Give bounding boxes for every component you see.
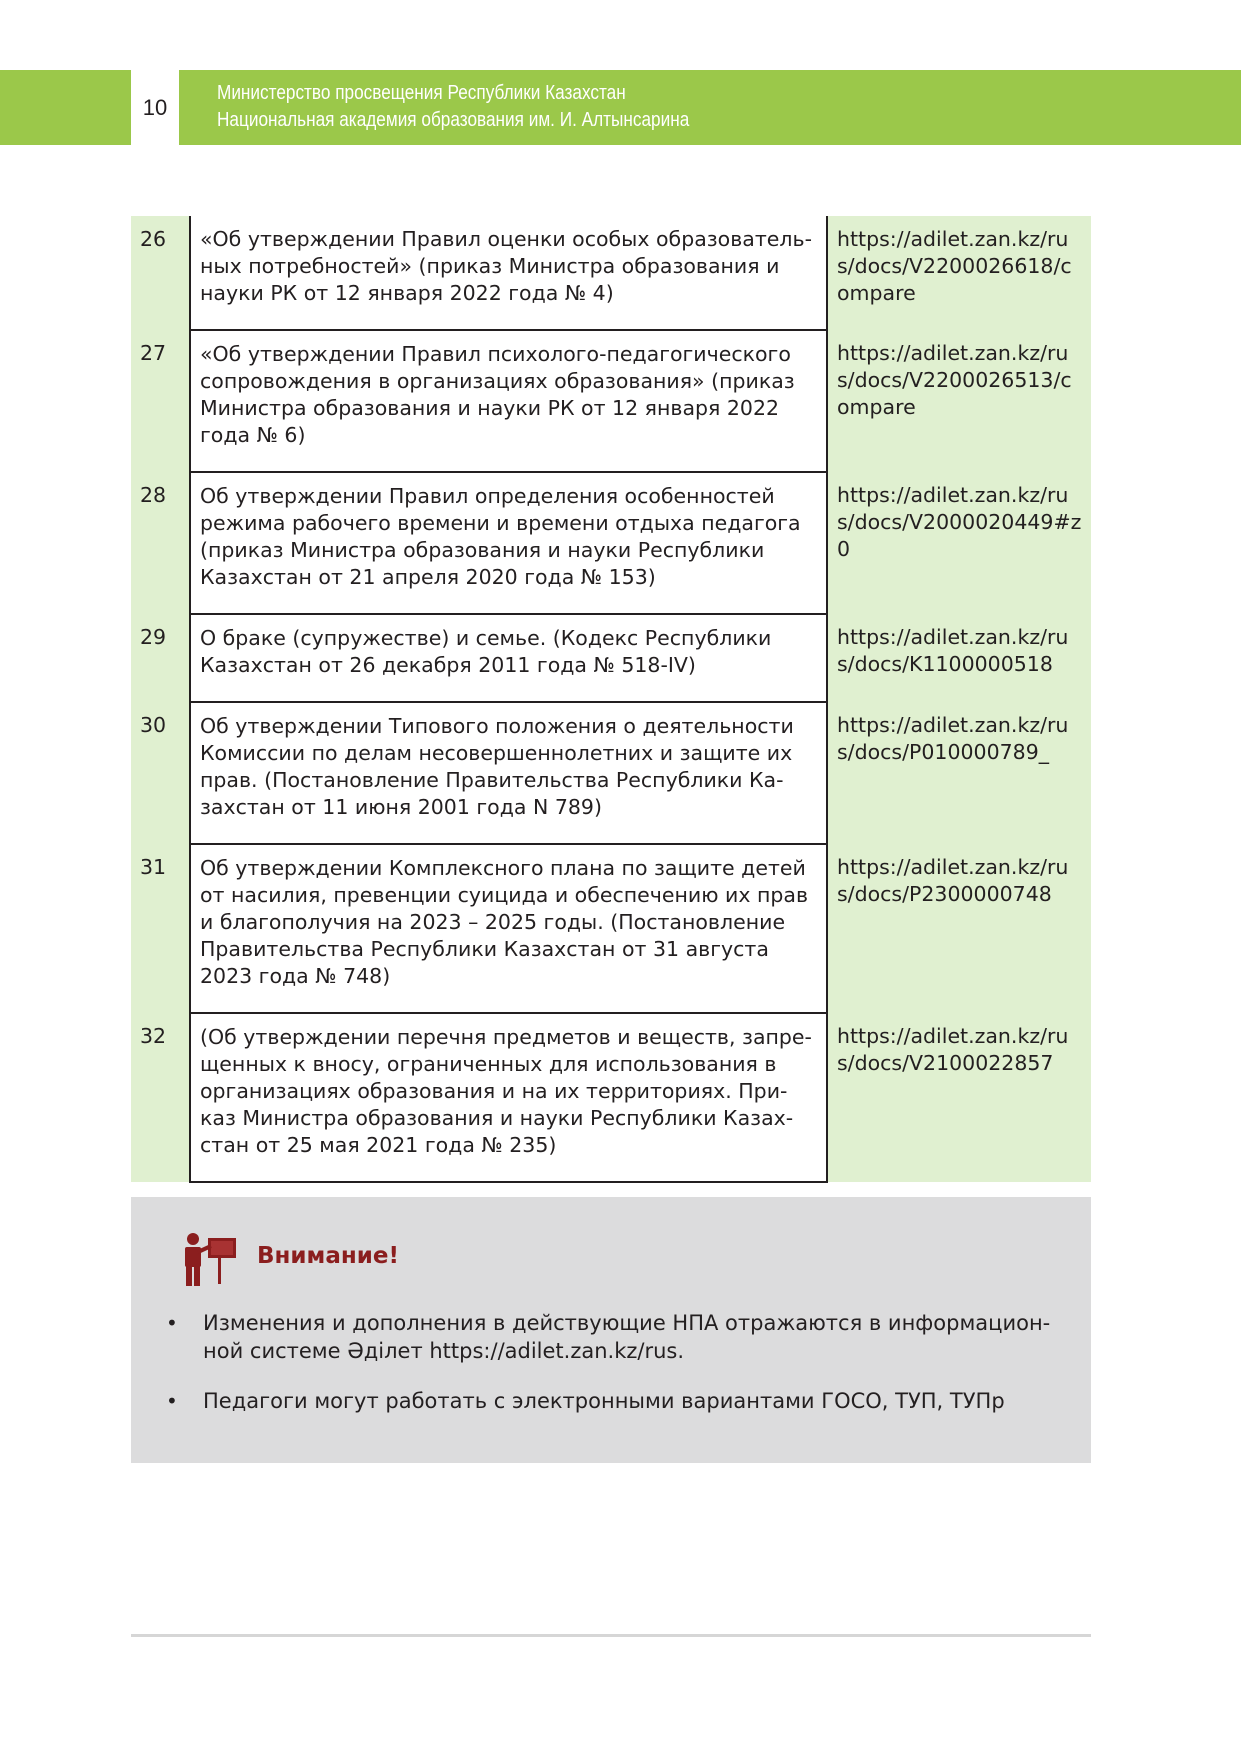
document-link[interactable]: https://adilet.zan.kz/rus/docs/V2100022857 xyxy=(827,1013,1091,1182)
table-row xyxy=(131,1013,1091,1182)
teacher-presentation-icon xyxy=(178,1230,240,1288)
row-number: 30 xyxy=(131,702,190,844)
document-title: «Об утверждении Правил психолого-педагогического сопровождения в организациях образования» (приказ Министра образования и науки РК от 12 января 2022 года № 6) xyxy=(190,330,827,472)
header-ministry: Министерство просвещения Республики Казахстан xyxy=(217,82,626,104)
document-title: Об утверждении Правил определения особенностей режима рабочего времени и времени отдыха педагога (приказ Министра образования и науки Республики Казахстан от 21 апреля 2020 года № 153) xyxy=(190,472,827,614)
row-number: 26 xyxy=(131,216,190,330)
header-band-left xyxy=(0,70,131,145)
header-academy: Национальная академия образования им. И. Алтынсарина xyxy=(217,109,690,131)
row-number: 28 xyxy=(131,472,190,614)
list-item xyxy=(166,1387,1066,1415)
table-row xyxy=(131,216,1091,330)
page-number: 10 xyxy=(142,95,168,120)
header-text xyxy=(217,80,689,134)
document-link[interactable]: https://adilet.zan.kz/rus/docs/P010000789_ xyxy=(827,702,1091,844)
table-row xyxy=(131,614,1091,702)
row-number: 29 xyxy=(131,614,190,702)
document-title: О браке (супружестве) и семье. (Кодекс Республики Казахстан от 26 декабря 2011 года № 518-IV) xyxy=(190,614,827,702)
attention-list xyxy=(166,1309,1066,1437)
document-link[interactable]: https://adilet.zan.kz/rus/docs/P2300000748 xyxy=(827,844,1091,1013)
table-row xyxy=(131,472,1091,614)
documents-table xyxy=(131,216,1091,1183)
document-title: Об утверждении Типового положения о деятельности Комиссии по делам несовершеннолетних и защите их прав. (Постановление Правительства Республики Ка-захстан от 11 июня 2001 года N 789) xyxy=(190,702,827,844)
document-link[interactable]: https://adilet.zan.kz/rus/docs/V2200026618/compare xyxy=(827,216,1091,330)
document-link[interactable]: https://adilet.zan.kz/rus/docs/K1100000518 xyxy=(827,614,1091,702)
document-link[interactable]: https://adilet.zan.kz/rus/docs/V2200026513/compare xyxy=(827,330,1091,472)
table-row xyxy=(131,702,1091,844)
table-row xyxy=(131,844,1091,1013)
document-title: Об утверждении Комплексного плана по защите детей от насилия, превенции суицида и обеспечению их прав и благополучия на 2023 – 2025 годы. (Постановление Правительства Республики Казахстан от 31 августа 2023 года № 748) xyxy=(190,844,827,1013)
list-item xyxy=(166,1309,1066,1365)
document-link[interactable]: https://adilet.zan.kz/rus/docs/V2000020449#z0 xyxy=(827,472,1091,614)
row-number: 27 xyxy=(131,330,190,472)
row-number: 31 xyxy=(131,844,190,1013)
document-title: (Об утверждении перечня предметов и веществ, запре-щенных к вносу, ограниченных для использования в организациях образования и на их территориях. При-каз Министра образования и науки Республики Казах-стан от 25 мая 2021 года № 235) xyxy=(190,1013,827,1182)
table-row xyxy=(131,330,1091,472)
list-item-text: Педагоги могут работать с электронными вариантами ГОСО, ТУП, ТУПр xyxy=(203,1389,1005,1413)
row-number: 32 xyxy=(131,1013,190,1182)
bullet: • xyxy=(166,1311,178,1335)
document-title: «Об утверждении Правил оценки особых образователь-ных потребностей» (приказ Министра образования и науки РК от 12 января 2022 года № 4) xyxy=(190,216,827,330)
footer-divider xyxy=(131,1634,1091,1637)
attention-box xyxy=(131,1197,1091,1463)
list-item-text: Изменения и дополнения в действующие НПА отражаются в информацион-ной системе Әділет https://adilet.zan.kz/rus. xyxy=(203,1311,1051,1363)
attention-title: Внимание! xyxy=(257,1243,399,1269)
bullet: • xyxy=(166,1389,178,1413)
